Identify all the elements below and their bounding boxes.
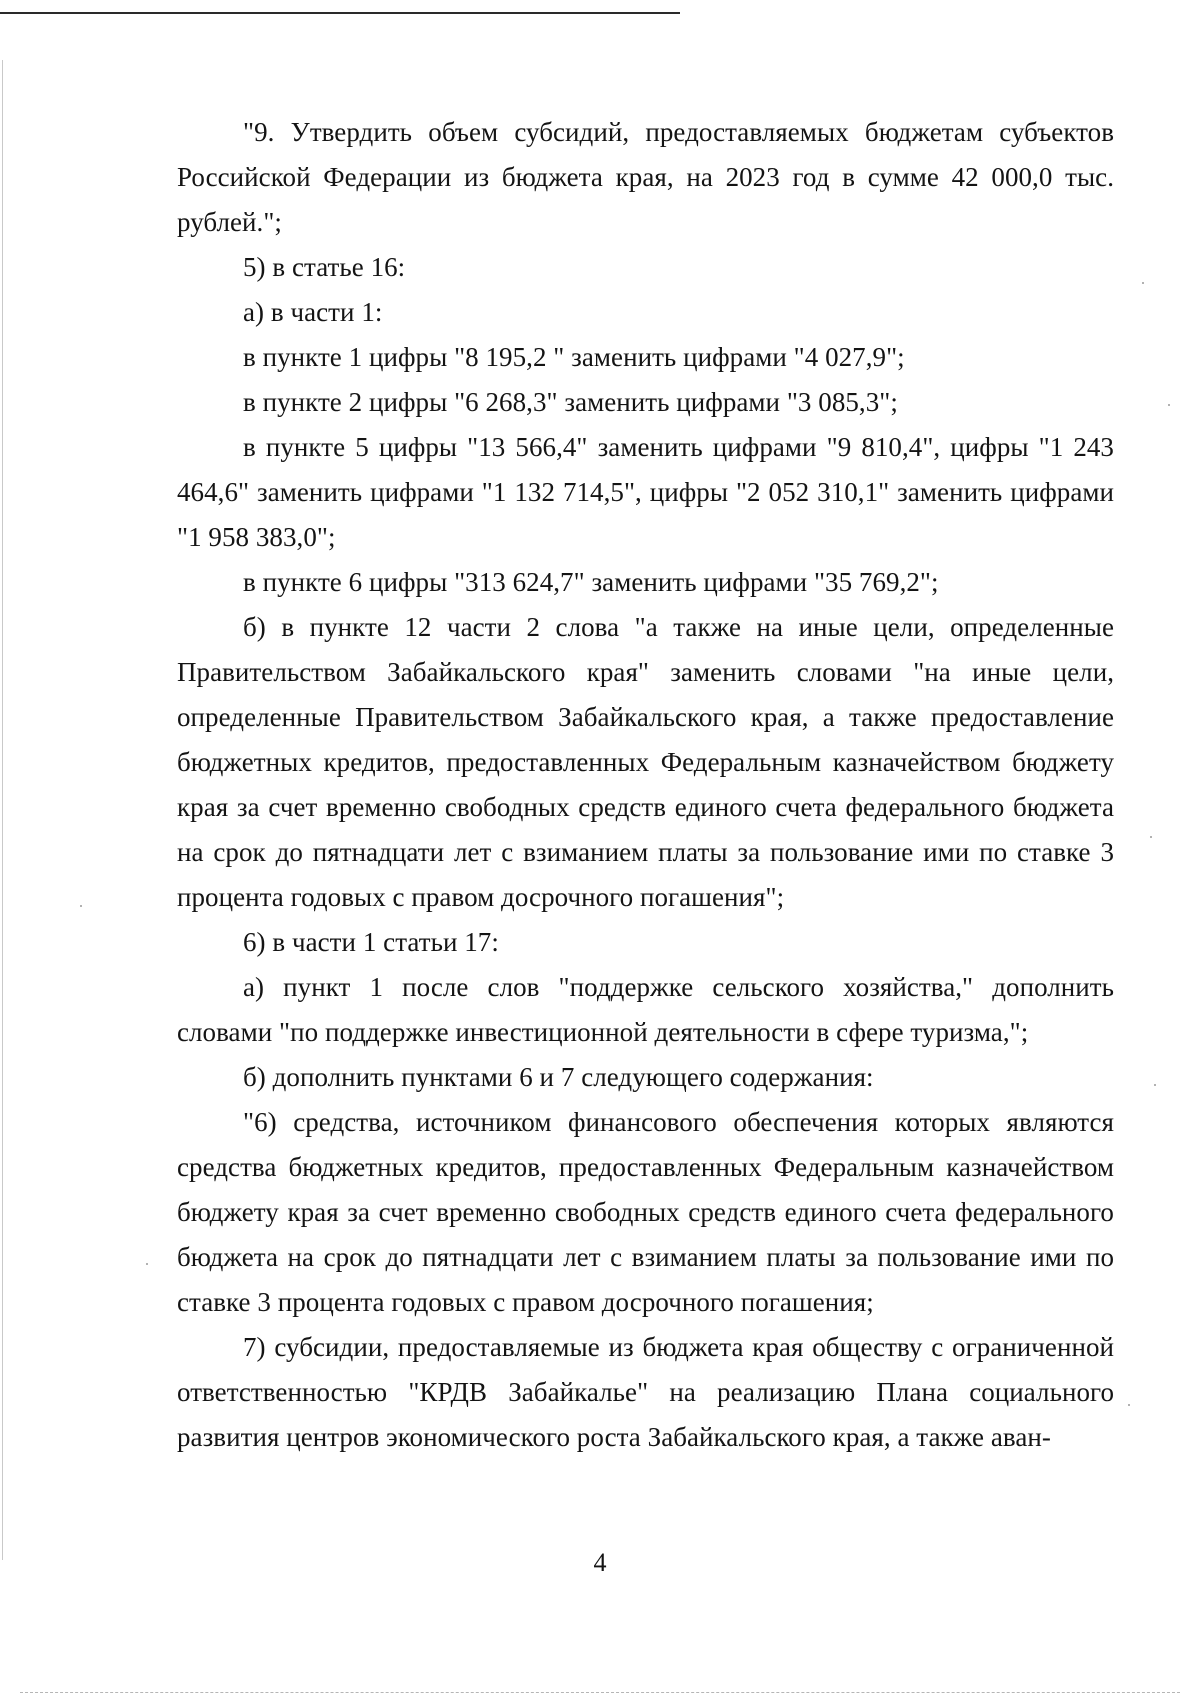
top-scan-rule <box>0 12 680 14</box>
paragraph-3: а) в части 1: <box>243 297 383 327</box>
paragraph-4: в пункте 1 цифры "8 195,2 " заменить цифрами "4 027,9"; <box>243 342 905 372</box>
paragraph-2: 5) в статье 16: <box>243 252 406 282</box>
scan-speck <box>80 905 82 907</box>
paragraph-6: в пункте 5 цифры "13 566,4" заменить цифрами "9 810,4", цифры "1 243 464,6" заменить цифрами "1 132 714,5", цифры "2 052 310,1" заменить цифрами "1 958 383,0"; <box>177 432 1114 552</box>
page-number: 4 <box>593 1548 607 1577</box>
scan-speck <box>146 1263 148 1265</box>
scan-speck <box>1154 1084 1156 1086</box>
scan-speck <box>1128 1404 1130 1406</box>
bottom-scan-rule <box>20 1692 1180 1694</box>
document-body <box>177 110 1114 1460</box>
paragraph-7: в пункте 6 цифры "313 624,7" заменить цифрами "35 769,2"; <box>243 567 939 597</box>
paragraph-8: б) в пункте 12 части 2 слова "а также на иные цели, определенные Правительством Забайкальского края" заменить словами "на иные цели, определенные Правительством Забайкальского края, а также предоставление бюджетных кредитов, предоставленных Федеральным казначейством бюджету края за счет временно свободных средств единого счета федерального бюджета на срок до пятнадцати лет с взиманием платы за пользование ими по ставке 3 процента годовых с правом досрочного погашения"; <box>177 612 1114 912</box>
paragraph-11: б) дополнить пунктами 6 и 7 следующего содержания: <box>243 1062 874 1092</box>
scan-speck <box>1142 282 1144 284</box>
scan-speck <box>1168 404 1170 406</box>
paragraph-9: 6) в части 1 статьи 17: <box>243 927 499 957</box>
paragraph-1: "9. Утвердить объем субсидий, предоставляемых бюджетам субъектов Российской Федерации из бюджета края, на 2023 год в сумме 42 000,0 тыс. рублей."; <box>177 117 1114 237</box>
paragraph-12: "6) средства, источником финансового обеспечения которых являются средства бюджетных кредитов, предоставленных Федеральным казначейством бюджету края за счет временно свободных средств единого счета федерального бюджета на срок до пятнадцати лет с взиманием платы за пользование ими по ставке 3 процента годовых с правом досрочного погашения; <box>177 1107 1114 1317</box>
scan-speck <box>1150 836 1152 838</box>
paragraph-13: 7) субсидии, предоставляемые из бюджета края обществу с ограниченной ответственностью "КРДВ Забайкалье" на реализацию Плана социального развития центров экономического роста Забайкальского края, а также аван- <box>177 1332 1114 1452</box>
paragraph-5: в пункте 2 цифры "6 268,3" заменить цифрами "3 085,3"; <box>243 387 898 417</box>
paragraph-10: а) пункт 1 после слов "поддержке сельского хозяйства," дополнить словами "по поддержке инвестиционной деятельности в сфере туризма,"; <box>177 972 1114 1047</box>
left-scan-edge <box>2 60 3 1560</box>
